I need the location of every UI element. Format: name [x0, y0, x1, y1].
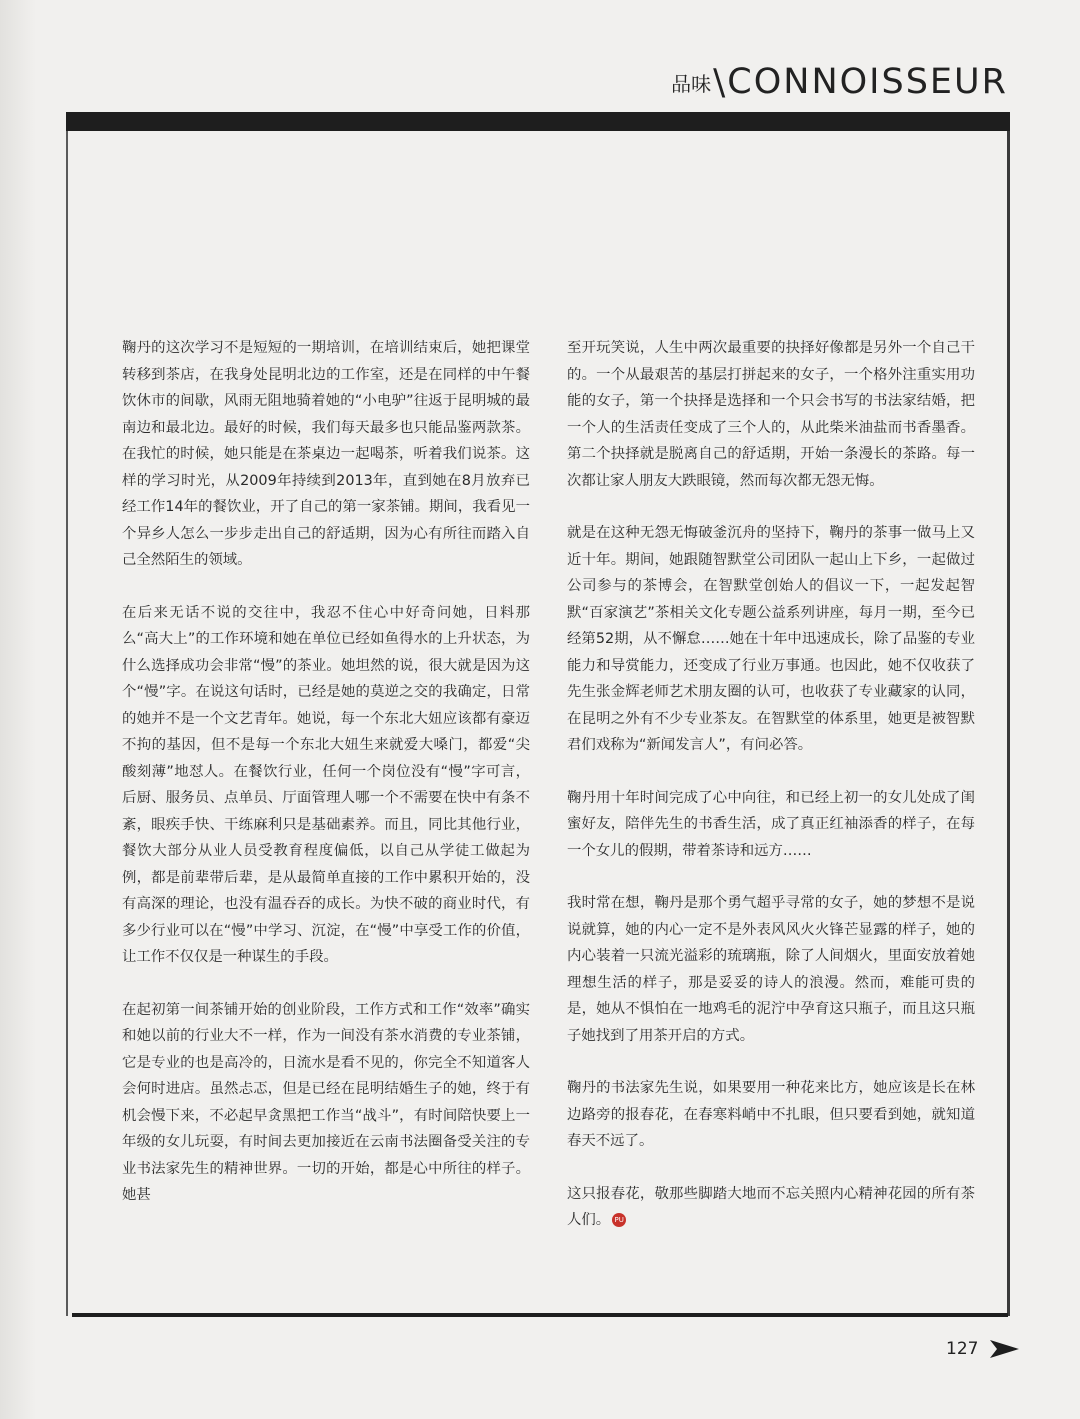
section-title-cn: 品味: [671, 72, 712, 96]
arrow-right-icon: [988, 1339, 1020, 1359]
paragraph: 我时常在想，鞠丹是那个勇气超乎寻常的女子，她的梦想不是说说就算，她的内心一定不是外表风风火火锋芒显露的样子，她的内心装着一只流光溢彩的琉璃瓶，除了人间烟火，里面安放着她理想生活的样子，那是妥妥的诗人的浪漫。然而，难能可贵的是，她从不惧怕在一地鸡毛的泥泞中孕育这只瓶子，而且这只瓶子她找到了用茶开启的方式。: [567, 895, 975, 1044]
paragraph: 在起初第一间茶铺开始的创业阶段，工作方式和工作“效率”确实和她以前的行业大不一样，作为一间没有茶水消费的专业茶铺，它是专业的也是高冷的，日流水是看不见的，你完全不知道客人会何时进店。虽然忐忑，但是已经在昆明结婚生子的她，终于有机会慢下来，不必起早贪黑把工作当“战斗”，有时间陪快要上一年级的女儿玩耍，有时间去更加接近在云南书法圈备受关注的专业书法家先生的精神世界。一切的开始，都是心中所往的样子。她甚: [122, 1001, 530, 1203]
page-number: 127: [946, 1339, 979, 1359]
paragraph: 至开玩笑说，人生中两次最重要的抉择好像都是另外一个自己干的。一个从最艰苦的基层打拼起来的女子，一个格外注重实用功能的女子，第一个抉择是选择和一个只会书写的书法家结婚，把一个人的生活责任变成了三个人的，从此柴米油盐而书香墨香。第二个抉择就是脱离自己的舒适期，开始一条漫长的茶路。每一次都让家人朋友大跌眼镜，然而每次都无怨无悔。: [567, 340, 975, 489]
paragraph: 鞠丹的这次学习不是短短的一期培训，在培训结束后，她把课堂转移到茶店，在我身处昆明北边的工作室，还是在同样的中午餐饮休市的间歇，风雨无阻地骑着她的“小电驴”往返于昆明城的最南边和最北边。最好的时候，我们每天最多也只能品鉴两款茶。在我忙的时候，她只能是在茶桌边一起喝茶，听着我们说茶。这样的学习时光，从2009年持续到2013年，直到她在8月放弃已经工作14年的餐饮业，开了自己的第一家茶铺。期间，我看见一个异乡人怎么一步步走出自己的舒适期，因为心有所往而踏入自己全然陌生的领域。: [122, 340, 530, 568]
page-gutter-shadow: [0, 0, 36, 1419]
section-header: [671, 58, 1008, 102]
paragraph-last: [567, 1181, 975, 1234]
paragraph: 鞠丹用十年时间完成了心中向往，和已经上初一的女儿处成了闺蜜好友，陪伴先生的书香生活，成了真正红袖添香的样子，在每一个女儿的假期，带着茶诗和远方……: [567, 789, 975, 859]
paragraph: 鞠丹的书法家先生说，如果要用一种花来比方，她应该是长在林边路旁的报春花，在春寒料峭中不扎眼，但只要看到她，就知道春天不远了。: [567, 1080, 975, 1149]
paragraph: 就是在这种无怨无悔破釜沉舟的坚持下，鞠丹的茶事一做马上又近十年。期间，她跟随智默堂公司团队一起山上下乡，一起做过公司参与的茶博会，在智默堂创始人的倡议一下，一起发起智默“百家演艺”茶相关文化专题公益系列讲座，每月一期，至今已经第52期，从不懈怠……她在十年中迅速成长，除了品鉴的专业能力和导赏能力，还变成了行业万事通。也因此，她不仅收获了先生张金辉老师艺术朋友圈的认可，也收获了专业藏家的认同，在昆明之外有不少专业茶友。在智默堂的体系里，她更是被智默君们戏称为“新闻发言人”，有问必答。: [567, 525, 975, 753]
bottom-rule: [72, 1313, 1008, 1317]
top-rule: [66, 112, 1010, 131]
section-separator: \: [713, 62, 726, 103]
article-column-left: [122, 335, 530, 1235]
paragraph: 在后来无话不说的交往中，我忍不住心中好奇问她，日料那么“高大上”的工作环境和她在单位已经如鱼得水的上升状态，为什么选择成功会非常“慢”的茶业。她坦然的说，很大就是因为这个“慢”字。在说这句话时，已经是她的莫逆之交的我确定，日常的她并不是一个文艺青年。她说，每一个东北大妞应该都有豪迈不拘的基因，但不是每一个东北大妞生来就爱大嗓门，都爱“尖酸刻薄”地怼人。在餐饮行业，任何一个岗位没有“慢”字可言，后厨、服务员、点单员、厅面管理人哪一个不需要在快中有条不紊，眼疾手快、干练麻利只是基础素养。而且，同比其他行业，餐饮大部分从业人员受教育程度偏低，以自己从学徒工做起为例，都是前辈带后辈，是从最简单直接的工作中累积开始的，没有高深的理论，也没有温吞吞的成长。为快不破的商业时代，有多少行业可以在“慢”中学习、沉淀，在“慢”中享受工作的价值，让工作不仅仅是一种谋生的手段。: [122, 604, 530, 965]
paragraph-last-text: 这只报春花，敬那些脚踏大地而不忘关照内心精神花园的所有茶人们。: [567, 1185, 975, 1228]
end-mark-icon: PU: [612, 1213, 626, 1227]
section-title-en: CONNOISSEUR: [727, 62, 1008, 102]
article-column-right: [567, 335, 975, 1260]
